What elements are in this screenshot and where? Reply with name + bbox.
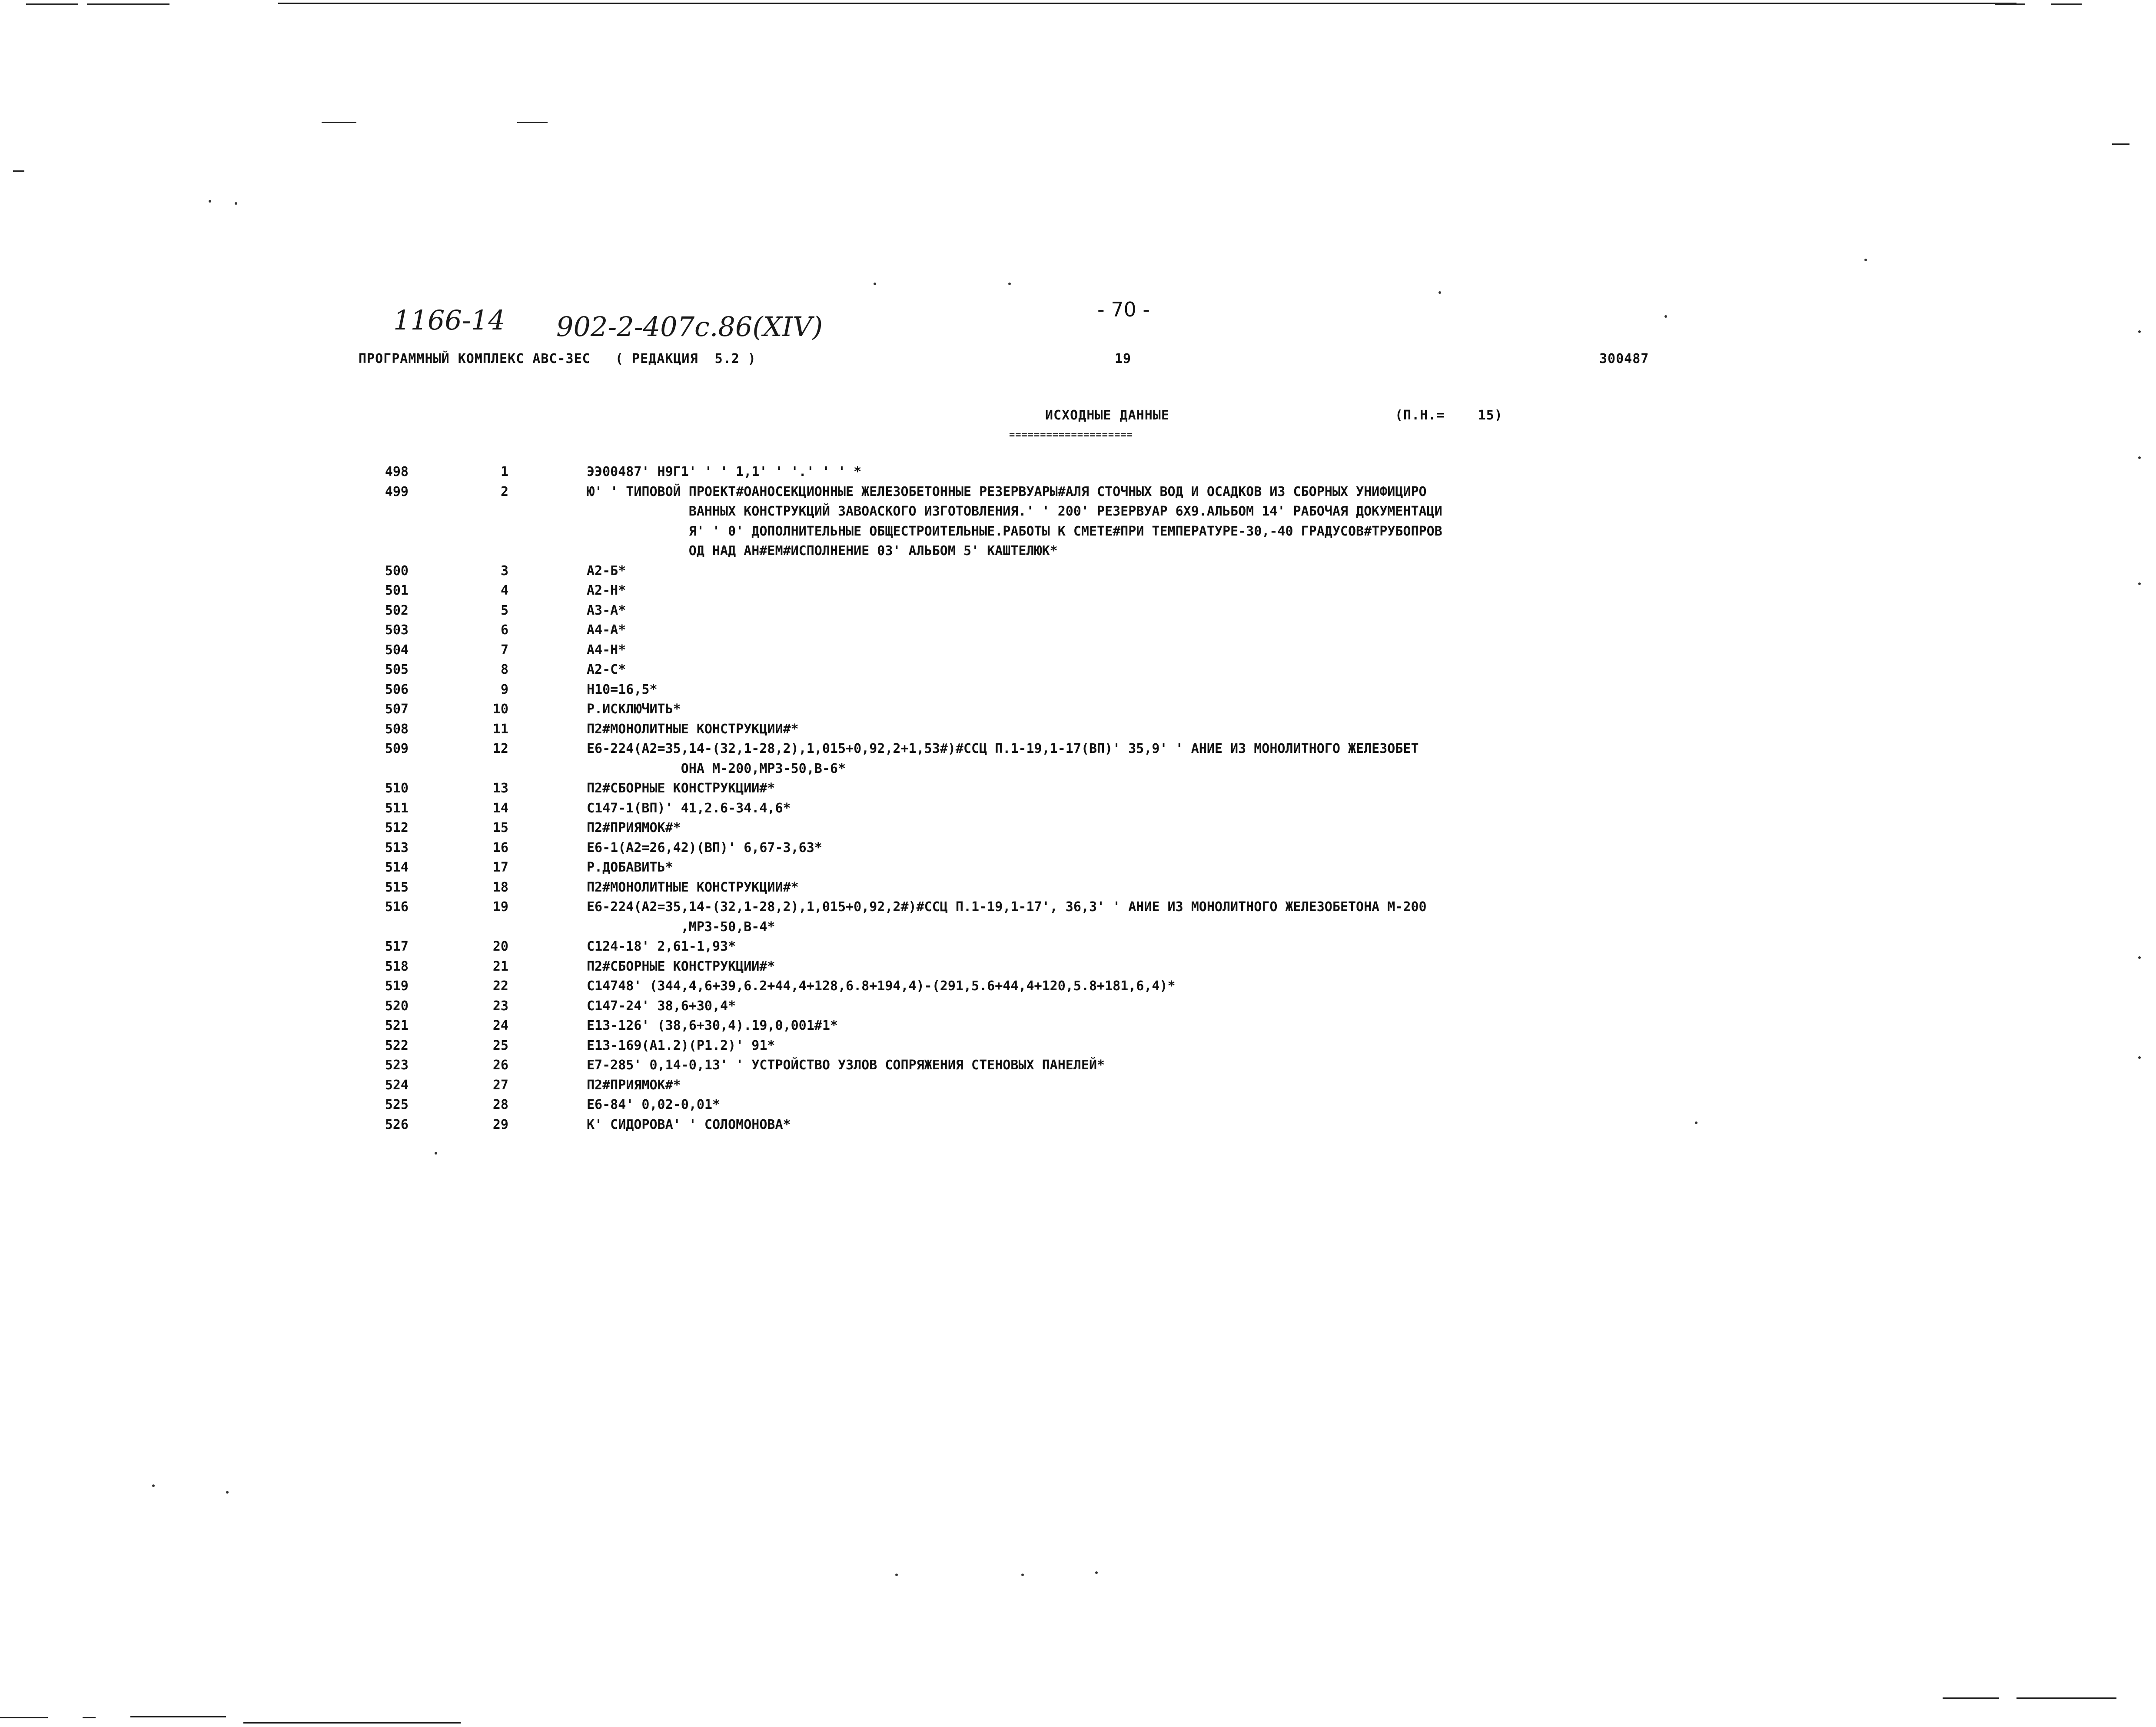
scan-edge-rule xyxy=(2051,3,2082,5)
scan-edge-rule xyxy=(2016,1697,2116,1699)
row-line-number: 522 xyxy=(385,1038,409,1053)
row-text: П2#МОНОЛИТНЫЕ КОНСТРУКЦИИ#* xyxy=(587,721,799,737)
row-text: А4-А* xyxy=(587,622,626,638)
row-index: 25 xyxy=(492,1038,508,1053)
row-index: 6 xyxy=(500,622,508,638)
row-line-number: 516 xyxy=(385,899,409,915)
row-text: Р.ДОБАВИТЬ* xyxy=(587,860,673,875)
row-text: Р.ИСКЛЮЧИТЬ* xyxy=(587,702,681,717)
row-line-number: 507 xyxy=(385,702,409,717)
row-index: 21 xyxy=(492,958,508,974)
row-text: А4-Н* xyxy=(587,642,626,658)
scan-speck xyxy=(152,1484,155,1487)
row-text: С147-1(ВП)' 41,2.6-34.4,6* xyxy=(587,800,791,816)
row-text: А2-Б* xyxy=(587,563,626,579)
row-text: А3-А* xyxy=(587,602,626,618)
row-text: К' СИДОРОВА' ' СОЛОМОНОВА* xyxy=(587,1117,791,1132)
row-line-number: 503 xyxy=(385,622,409,638)
row-text: П2#СБОРНЫЕ КОНСТРУКЦИИ#* xyxy=(587,958,775,974)
scan-speck xyxy=(2138,1056,2141,1059)
row-index: 22 xyxy=(492,978,508,994)
row-index: 8 xyxy=(500,662,508,677)
scan-speck xyxy=(2138,956,2141,959)
row-line-number: 502 xyxy=(385,602,409,618)
scan-edge-rule xyxy=(13,170,24,172)
row-text: ,МРЗ-50,В-4* xyxy=(587,919,775,935)
scan-speck xyxy=(1095,1571,1098,1574)
row-line-number: 506 xyxy=(385,682,409,697)
row-line-number: 524 xyxy=(385,1077,409,1093)
row-index: 1 xyxy=(500,464,508,479)
row-line-number: 518 xyxy=(385,958,409,974)
program-header: ПРОГРАММНЫЙ КОМПЛЕКС АВС-ЗЕС ( РЕДАКЦИЯ 5.2 ) xyxy=(359,351,756,366)
row-text: Ю' ' ТИПОВОЙ ПРОЕКТ#ОАНОСЕКЦИОННЫЕ ЖЕЛЕЗОБЕТОННЫЕ РЕЗЕРВУАРЫ#АЛЯ СТОЧНЫХ ВОД И ОСАДКОВ ИЗ СБОРНЫХ УНИФИЦИРО xyxy=(587,484,1427,499)
row-index: 4 xyxy=(500,583,508,598)
scan-speck xyxy=(1664,315,1667,318)
row-text: Е7-285' 0,14-0,13' ' УСТРОЙСТВО УЗЛОВ СОПРЯЖЕНИЯ СТЕНОВЫХ ПАНЕЛЕЙ* xyxy=(587,1058,1105,1073)
row-index: 16 xyxy=(492,840,508,855)
row-line-number: 517 xyxy=(385,939,409,954)
row-line-number: 519 xyxy=(385,978,409,994)
row-text: П2#СБОРНЫЕ КОНСТРУКЦИИ#* xyxy=(587,781,775,796)
row-text: Е6-84' 0,02-0,01* xyxy=(587,1097,721,1112)
sheet-number: 19 xyxy=(1115,351,1132,366)
scan-speck xyxy=(2138,330,2141,333)
row-index: 7 xyxy=(500,642,508,658)
row-line-number: 523 xyxy=(385,1058,409,1073)
row-line-number: 501 xyxy=(385,583,409,598)
row-line-number: 515 xyxy=(385,879,409,895)
row-index: 11 xyxy=(492,721,508,737)
row-line-number: 505 xyxy=(385,662,409,677)
row-line-number: 511 xyxy=(385,800,409,816)
row-text: П2#ПРИЯМОК#* xyxy=(587,1077,681,1093)
section-title: ИСХОДНЫЕ ДАННЫЕ xyxy=(1045,408,1169,423)
row-text: ЭЭ00487' Н9Г1' ' ' 1,1' ' '.' ' ' * xyxy=(587,464,862,479)
row-index: 19 xyxy=(492,899,508,915)
scan-edge-rule xyxy=(26,3,78,5)
scan-edge-rule xyxy=(83,1717,96,1718)
scan-speck xyxy=(1438,291,1441,294)
scan-edge-rule xyxy=(1943,1697,1999,1699)
row-index: 24 xyxy=(492,1018,508,1033)
row-index: 29 xyxy=(492,1117,508,1132)
row-text: Е13-169(А1.2)(Р1.2)' 91* xyxy=(587,1038,775,1053)
scan-edge-rule xyxy=(322,122,356,123)
row-text: А2-Н* xyxy=(587,583,626,598)
row-line-number: 512 xyxy=(385,820,409,835)
scan-speck xyxy=(874,283,876,285)
row-index: 26 xyxy=(492,1058,508,1073)
row-line-number: 508 xyxy=(385,721,409,737)
scan-edge-rule xyxy=(278,3,2016,4)
scan-speck xyxy=(1021,1574,1024,1576)
row-index: 27 xyxy=(492,1077,508,1093)
row-index: 14 xyxy=(492,800,508,816)
scan-speck xyxy=(235,202,237,205)
row-index: 20 xyxy=(492,939,508,954)
row-line-number: 498 xyxy=(385,464,409,479)
row-index: 5 xyxy=(500,602,508,618)
row-text: С14748' (344,4,6+39,6.2+44,4+128,6.8+194,4)-(291,5.6+44,4+120,5.8+181,6,4)* xyxy=(587,978,1176,994)
row-text: Е6-1(А2=26,42)(ВП)' 6,67-3,63* xyxy=(587,840,822,855)
scan-edge-rule xyxy=(87,3,169,5)
scan-edge-rule xyxy=(243,1722,461,1724)
row-line-number: 525 xyxy=(385,1097,409,1112)
row-text: П2#ПРИЯМОК#* xyxy=(587,820,681,835)
row-line-number: 499 xyxy=(385,484,409,499)
scan-edge-rule xyxy=(517,122,548,123)
row-text: П2#МОНОЛИТНЫЕ КОНСТРУКЦИИ#* xyxy=(587,879,799,895)
row-index: 18 xyxy=(492,879,508,895)
scan-edge-rule xyxy=(130,1716,226,1717)
row-index: 13 xyxy=(492,781,508,796)
section-title-underline: ==================== xyxy=(1009,429,1133,440)
row-index: 10 xyxy=(492,702,508,717)
scan-speck xyxy=(1864,259,1867,261)
scan-edge-rule xyxy=(0,1717,48,1718)
row-text: Е6-224(А2=35,14-(32,1-28,2),1,015+0,92,2#)#ССЦ П.1-19,1-17', 36,3' ' АНИЕ ИЗ МОНОЛИТНОГО ЖЕЛЕЗОБЕТОНА М-200 xyxy=(587,899,1427,915)
row-line-number: 504 xyxy=(385,642,409,658)
row-index: 2 xyxy=(500,484,508,499)
scan-speck xyxy=(1695,1121,1698,1124)
row-text: А2-С* xyxy=(587,662,626,677)
page-number: - 70 - xyxy=(1097,298,1150,321)
scan-edge-rule xyxy=(1995,3,2025,5)
row-text: С124-18' 2,61-1,93* xyxy=(587,939,736,954)
row-line-number: 526 xyxy=(385,1117,409,1132)
row-index: 15 xyxy=(492,820,508,835)
row-text: ОНА М-200,МРЗ-50,В-6* xyxy=(587,761,846,776)
row-text: Н10=16,5* xyxy=(587,682,658,697)
scan-speck xyxy=(209,200,211,203)
row-text: ВАННЫХ КОНСТРУКЦИЙ ЗАВОАСКОГО ИЗГОТОВЛЕНИЯ.' ' 200' РЕЗЕРВУАР 6Х9.АЛЬБОМ 14' РАБОЧАЯ ДОКУМЕНТАЦИ xyxy=(587,504,1442,519)
scan-speck xyxy=(1008,283,1011,285)
row-line-number: 500 xyxy=(385,563,409,579)
row-index: 12 xyxy=(492,741,508,756)
scan-edge-rule xyxy=(2112,143,2129,145)
row-line-number: 521 xyxy=(385,1018,409,1033)
row-text: Я' ' 0' ДОПОЛНИТЕЛЬНЫЕ ОБЩЕСТРОИТЕЛЬНЫЕ.РАБОТЫ К СМЕТЕ#ПРИ ТЕМПЕРАТУРЕ-30,-40 ГРАДУСОВ#ТРУБОПРОВ xyxy=(587,523,1442,539)
row-line-number: 509 xyxy=(385,741,409,756)
row-index: 28 xyxy=(492,1097,508,1112)
row-index: 3 xyxy=(500,563,508,579)
scan-speck xyxy=(2138,456,2141,459)
handwritten-project-code: 902-2-407с.86(XIV) xyxy=(556,311,823,343)
section-parameter: (П.Н.= 15) xyxy=(1395,408,1503,423)
scan-speck xyxy=(435,1152,437,1155)
row-text: С147-24' 38,6+30,4* xyxy=(587,998,736,1014)
row-index: 23 xyxy=(492,998,508,1014)
row-index: 17 xyxy=(492,860,508,875)
row-text: Е6-224(А2=35,14-(32,1-28,2),1,015+0,92,2+1,53#)#ССЦ П.1-19,1-17(ВП)' 35,9' ' АНИЕ ИЗ МОНОЛИТНОГО ЖЕЛЕЗОБЕТ xyxy=(587,741,1419,756)
scan-speck xyxy=(895,1574,898,1576)
row-line-number: 513 xyxy=(385,840,409,855)
scan-speck xyxy=(226,1491,229,1494)
row-line-number: 520 xyxy=(385,998,409,1014)
document-code: 300487 xyxy=(1599,351,1649,366)
scan-speck xyxy=(2138,582,2141,585)
row-text: Е13-126' (38,6+30,4).19,0,001#1* xyxy=(587,1018,838,1033)
row-line-number: 514 xyxy=(385,860,409,875)
row-text: ОД НАД АН#ЕМ#ИСПОЛНЕНИЕ 03' АЛЬБОМ 5' КАШТЕЛЮК* xyxy=(587,543,1058,559)
row-index: 9 xyxy=(500,682,508,697)
handwritten-archive-code: 1166-14 xyxy=(393,304,505,336)
row-line-number: 510 xyxy=(385,781,409,796)
